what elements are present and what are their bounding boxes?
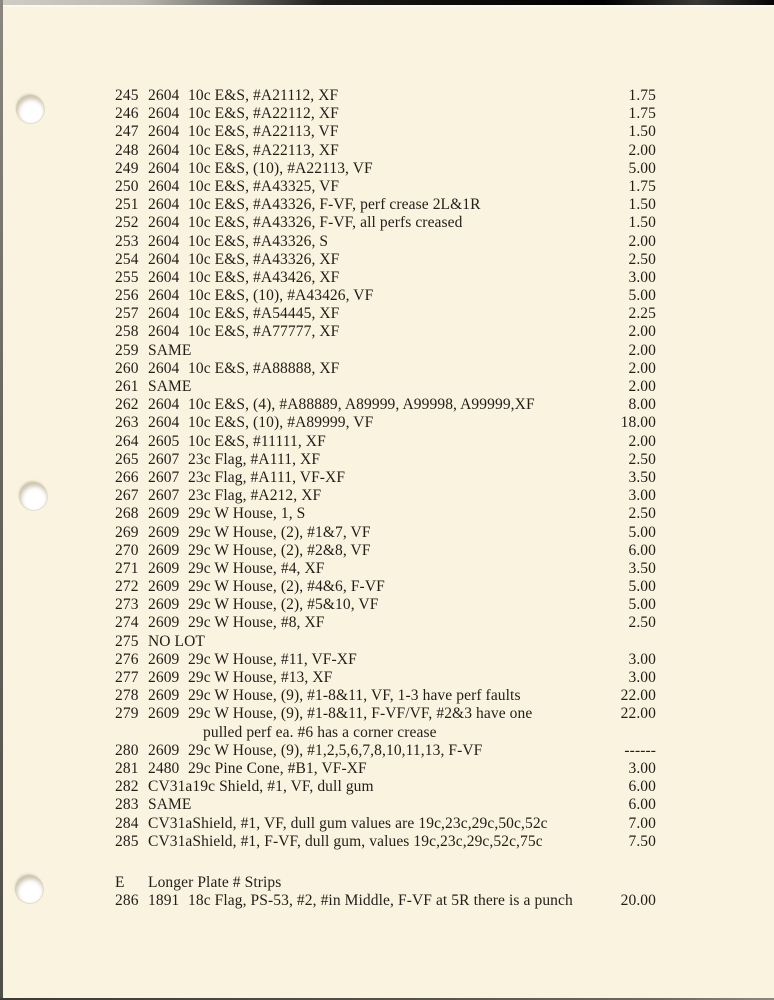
lot-description: 29c W House, #13, XF: [188, 669, 333, 686]
catalog-number: 2609: [148, 741, 180, 759]
lot-price: 2.00: [628, 323, 656, 341]
lot-price: 7.50: [628, 832, 656, 850]
catalog-number: CV31a: [148, 832, 193, 850]
lot-price: 2.00: [628, 232, 656, 250]
lot-row: [115, 815, 656, 833]
catalog-number: 2609: [148, 505, 180, 523]
catalog-number: 2609: [148, 578, 180, 596]
lot-price: 1.50: [628, 214, 656, 232]
catalog-number: 2609: [148, 669, 180, 686]
lot-number: 266: [115, 468, 139, 486]
lot-number: 253: [115, 232, 139, 250]
lot-number: 252: [115, 214, 139, 232]
lot-number: 268: [115, 505, 139, 523]
lot-description: 19c Shield, #1, VF, dull gum: [192, 778, 374, 796]
lot-row: [115, 614, 656, 632]
lot-price: 3.00: [628, 268, 656, 286]
lot-number: 282: [115, 778, 139, 796]
catalog-number: 2604: [148, 141, 180, 159]
lot-description: [191, 342, 592, 360]
lot-price: ------: [624, 741, 656, 759]
lot-number: 286: [115, 892, 139, 910]
punch-hole: [20, 483, 47, 510]
lot-description: 29c W House, (2), #4&6, F-VF: [188, 578, 385, 596]
lot-row: [115, 596, 656, 614]
lot-price: 2.00: [628, 378, 656, 395]
lot-price: 22.00: [620, 705, 656, 723]
catalog-number: [148, 724, 188, 742]
lot-number: 255: [115, 268, 139, 286]
lot-row: [115, 705, 656, 723]
scan-edge-left: [0, 0, 3, 1000]
lot-row: [115, 105, 656, 123]
lot-price: [592, 874, 656, 892]
lot-price: 20.00: [620, 892, 656, 910]
lot-price: 3.50: [628, 468, 656, 486]
lot-row: [115, 305, 656, 323]
lot-number: 272: [115, 578, 139, 596]
lot-description: 10c E&S, #A22113, VF: [188, 123, 339, 141]
lot-number: 271: [115, 559, 139, 577]
lot-description: 29c W House, #4, XF: [188, 559, 325, 577]
lot-number: 279: [115, 705, 139, 723]
lot-number: 260: [115, 359, 139, 377]
lot-price: 2.50: [628, 450, 656, 468]
lot-description: 10c E&S, #A43326, S: [188, 232, 329, 250]
catalog-number: SAME: [148, 378, 192, 395]
lot-number: 264: [115, 432, 139, 450]
lot-number: 283: [115, 796, 139, 814]
scan-edge-top: [0, 0, 774, 5]
lot-description: 10c E&S, #A88888, XF: [188, 359, 340, 377]
punch-hole: [17, 96, 44, 123]
lot-price: 6.00: [628, 778, 656, 796]
lot-description: 10c E&S, #A43325, VF: [188, 177, 340, 195]
lot-description: Shield, #1, VF, dull gum values are 19c,23c,29c,50c,52c: [192, 814, 548, 832]
lot-row: [115, 451, 656, 469]
lot-price: 5.00: [628, 287, 656, 305]
catalog-number: 2604: [148, 232, 180, 250]
lot-number: 251: [115, 196, 139, 214]
lot-description: [281, 874, 592, 892]
catalog-number: 2604: [148, 396, 180, 414]
lot-row: [115, 196, 656, 214]
catalog-number: 2609: [148, 650, 180, 668]
lot-description: [191, 378, 592, 396]
lot-row: [115, 505, 656, 523]
lot-row: [115, 87, 656, 105]
lot-price: 5.00: [628, 578, 656, 596]
lot-price: 1.50: [628, 123, 656, 141]
lot-row: [115, 251, 656, 269]
lot-description: 29c Pine Cone, #B1, VF-XF: [188, 759, 367, 777]
lot-description: 29c W House, #8, XF: [188, 614, 325, 632]
lot-price: 5.00: [628, 159, 656, 177]
catalog-number: 2607: [148, 450, 180, 468]
lot-price: 2.50: [628, 250, 656, 268]
lot-number: 248: [115, 141, 139, 159]
lot-number: 246: [115, 105, 139, 123]
lot-price: 5.00: [628, 596, 656, 614]
punch-hole: [16, 876, 43, 903]
lot-number: 267: [115, 487, 139, 505]
lot-description: 10c E&S, (10), #A43426, VF: [188, 287, 374, 305]
lot-description: 29c W House, (9), #1-8&11, VF, 1-3 have perf faults: [188, 687, 521, 705]
lot-row: [115, 233, 656, 251]
lot-description: 29c W House, (2), #1&7, VF: [188, 523, 371, 541]
catalog-number: 2604: [148, 123, 180, 141]
catalog-number: 2604: [148, 323, 180, 341]
catalog-number: Longer Plate # Strips: [148, 873, 282, 891]
lot-description: 18c Flag, PS-53, #2, #in Middle, F-VF at 5R there is a punch: [188, 892, 573, 910]
lot-description: 23c Flag, #A111, VF-XF: [188, 468, 346, 486]
lot-row: [115, 796, 656, 814]
lot-price: 3.00: [628, 669, 656, 686]
lot-price: 18.00: [620, 414, 656, 432]
lot-price: 2.50: [628, 614, 656, 632]
lot-row: [115, 287, 656, 305]
catalog-number: 2604: [148, 177, 180, 195]
lot-row: [115, 578, 656, 596]
lot-price: 3.00: [628, 487, 656, 505]
catalog-number: 2604: [148, 268, 180, 286]
lot-price: 3.00: [628, 650, 656, 668]
lot-price: 8.00: [628, 396, 656, 414]
catalog-number: 2609: [148, 705, 180, 723]
lot-price: 2.00: [628, 341, 656, 359]
lot-price: 1.75: [628, 87, 656, 104]
lot-row: [115, 633, 656, 651]
catalog-number: 2605: [148, 432, 180, 450]
lot-number: 276: [115, 650, 139, 668]
lot-row: [115, 269, 656, 287]
lot-number: 254: [115, 250, 139, 268]
lot-number: 261: [115, 378, 139, 395]
catalog-number: SAME: [148, 341, 192, 359]
lot-row: [115, 542, 656, 560]
lot-description: 10c E&S, (4), #A88889, A89999, A99998, A99999,XF: [188, 396, 535, 414]
lot-price: 7.00: [628, 814, 656, 832]
lot-number: 257: [115, 305, 139, 323]
lot-description: 29c W House, (9), #1,2,5,6,7,8,10,11,13, F-VF: [188, 741, 483, 759]
lot-number: 274: [115, 614, 139, 632]
lot-row: [115, 378, 656, 396]
catalog-number: 2604: [148, 287, 180, 305]
lot-number: 265: [115, 450, 139, 468]
catalog-number: 2604: [148, 105, 180, 123]
lot-price: 2.00: [628, 359, 656, 377]
lot-number: 275: [115, 632, 139, 650]
catalog-number: 2604: [148, 250, 180, 268]
lot-description: 23c Flag, #A111, XF: [188, 450, 321, 468]
section-header-row: [115, 874, 656, 892]
lot-description: 10c E&S, #A22113, XF: [188, 141, 339, 159]
lot-number: 285: [115, 832, 139, 850]
lot-row: [115, 469, 656, 487]
catalog-number: 2607: [148, 487, 180, 505]
lot-number: 245: [115, 87, 139, 104]
lot-description: 10c E&S, #A43326, XF: [188, 250, 340, 268]
lot-number: 263: [115, 414, 139, 432]
catalog-number: 2480: [148, 759, 180, 777]
catalog-number: 2604: [148, 196, 180, 214]
lot-price: 1.75: [628, 105, 656, 123]
lot-price: 6.00: [628, 796, 656, 814]
lot-row: [115, 687, 656, 705]
lot-row: [115, 323, 656, 341]
lot-row: [115, 651, 656, 669]
lot-number: 258: [115, 323, 139, 341]
lot-description: 10c E&S, #A54445, XF: [188, 305, 340, 323]
lot-description: [205, 633, 592, 651]
catalog-number: 2609: [148, 614, 180, 632]
lot-row: [115, 414, 656, 432]
lot-row: [115, 342, 656, 360]
lot-description: 29c W House, 1, S: [188, 505, 306, 523]
catalog-number: 2609: [148, 541, 180, 559]
catalog-number: SAME: [148, 796, 192, 814]
lot-row: [115, 669, 656, 687]
lot-price: 3.00: [628, 759, 656, 777]
lot-row: [115, 833, 656, 851]
catalog-number: 2607: [148, 468, 180, 486]
lot-description: Shield, #1, F-VF, dull gum, values 19c,23c,29c,52c,75c: [192, 832, 543, 850]
catalog-number: 2604: [148, 87, 180, 104]
lot-price: [592, 633, 656, 651]
lot-description: pulled perf ea. #6 has a corner crease: [203, 723, 437, 741]
lot-price: 1.50: [628, 196, 656, 214]
lot-number: 278: [115, 687, 139, 705]
catalog-number: 2609: [148, 523, 180, 541]
lot-description: 29c W House, (2), #2&8, VF: [188, 541, 371, 559]
lot-row: [115, 560, 656, 578]
lot-price: 6.00: [628, 541, 656, 559]
lot-price: 2.00: [628, 432, 656, 450]
lot-row: [115, 760, 656, 778]
row-gap: [115, 851, 656, 874]
lot-number: 284: [115, 814, 139, 832]
catalog-number: 2609: [148, 687, 180, 705]
lot-price: 3.50: [628, 559, 656, 577]
lot-price: 2.50: [628, 505, 656, 523]
catalog-number: 2604: [148, 305, 180, 323]
lot-number: 281: [115, 759, 139, 777]
lot-number: 280: [115, 741, 139, 759]
lot-description: 10c E&S, #A22112, XF: [188, 105, 339, 123]
lot-description: 29c W House, (2), #5&10, VF: [188, 596, 379, 614]
catalog-number: CV31a: [148, 814, 193, 832]
lot-description: 10c E&S, #A21112, XF: [188, 87, 339, 104]
catalog-number: 2604: [148, 214, 180, 232]
catalog-number: 2609: [148, 559, 180, 577]
lot-number: 262: [115, 396, 139, 414]
lot-number: 249: [115, 159, 139, 177]
catalog-number: 2609: [148, 596, 180, 614]
lot-number: 273: [115, 596, 139, 614]
lot-listing: [115, 87, 656, 910]
lot-description: 10c E&S, #A43326, F-VF, perf crease 2L&1R: [188, 196, 481, 214]
lot-row: [115, 433, 656, 451]
catalog-number: 2604: [148, 414, 180, 432]
lot-price: 1.75: [628, 177, 656, 195]
lot-row: [115, 360, 656, 378]
lot-row: [115, 178, 656, 196]
lot-row-continuation: [115, 724, 656, 742]
lot-number: [115, 724, 148, 742]
catalog-number: CV31a: [148, 778, 193, 796]
lot-description: 29c W House, #11, VF-XF: [188, 650, 357, 668]
lot-price: [592, 724, 656, 742]
lot-price: 5.00: [628, 523, 656, 541]
lot-description: 10c E&S, (10), #A89999, VF: [188, 414, 374, 432]
lot-description: 10c E&S, (10), #A22113, VF: [188, 159, 373, 177]
lot-description: [191, 796, 592, 814]
lot-row: [115, 214, 656, 232]
lot-row: [115, 487, 656, 505]
lot-price: 22.00: [620, 687, 656, 705]
lot-number: E: [115, 873, 125, 891]
lot-row: [115, 778, 656, 796]
lot-row: [115, 524, 656, 542]
lot-description: 29c W House, (9), #1-8&11, F-VF/VF, #2&3 have one: [188, 705, 533, 723]
lot-description: 10c E&S, #A77777, XF: [188, 323, 340, 341]
lot-price: 2.00: [628, 141, 656, 159]
lot-description: 23c Flag, #A212, XF: [188, 487, 322, 505]
lot-description: 10c E&S, #11111, XF: [188, 432, 326, 450]
lot-number: 277: [115, 669, 139, 686]
catalog-number: 2604: [148, 359, 180, 377]
lot-row: [115, 142, 656, 160]
lot-number: 270: [115, 541, 139, 559]
lot-row: [115, 892, 656, 910]
catalog-number: 2604: [148, 159, 180, 177]
lot-row: [115, 742, 656, 760]
lot-row: [115, 396, 656, 414]
lot-description: 10c E&S, #A43426, XF: [188, 268, 340, 286]
lot-row: [115, 123, 656, 141]
lot-number: 256: [115, 287, 139, 305]
lot-number: 269: [115, 523, 139, 541]
catalog-number: 1891: [148, 892, 180, 910]
lot-number: 247: [115, 123, 139, 141]
lot-number: 250: [115, 177, 139, 195]
lot-description: 10c E&S, #A43326, F-VF, all perfs creased: [188, 214, 463, 232]
catalog-number: NO LOT: [148, 632, 205, 650]
lot-row: [115, 160, 656, 178]
lot-number: 259: [115, 341, 139, 359]
lot-price: 2.25: [628, 305, 656, 323]
